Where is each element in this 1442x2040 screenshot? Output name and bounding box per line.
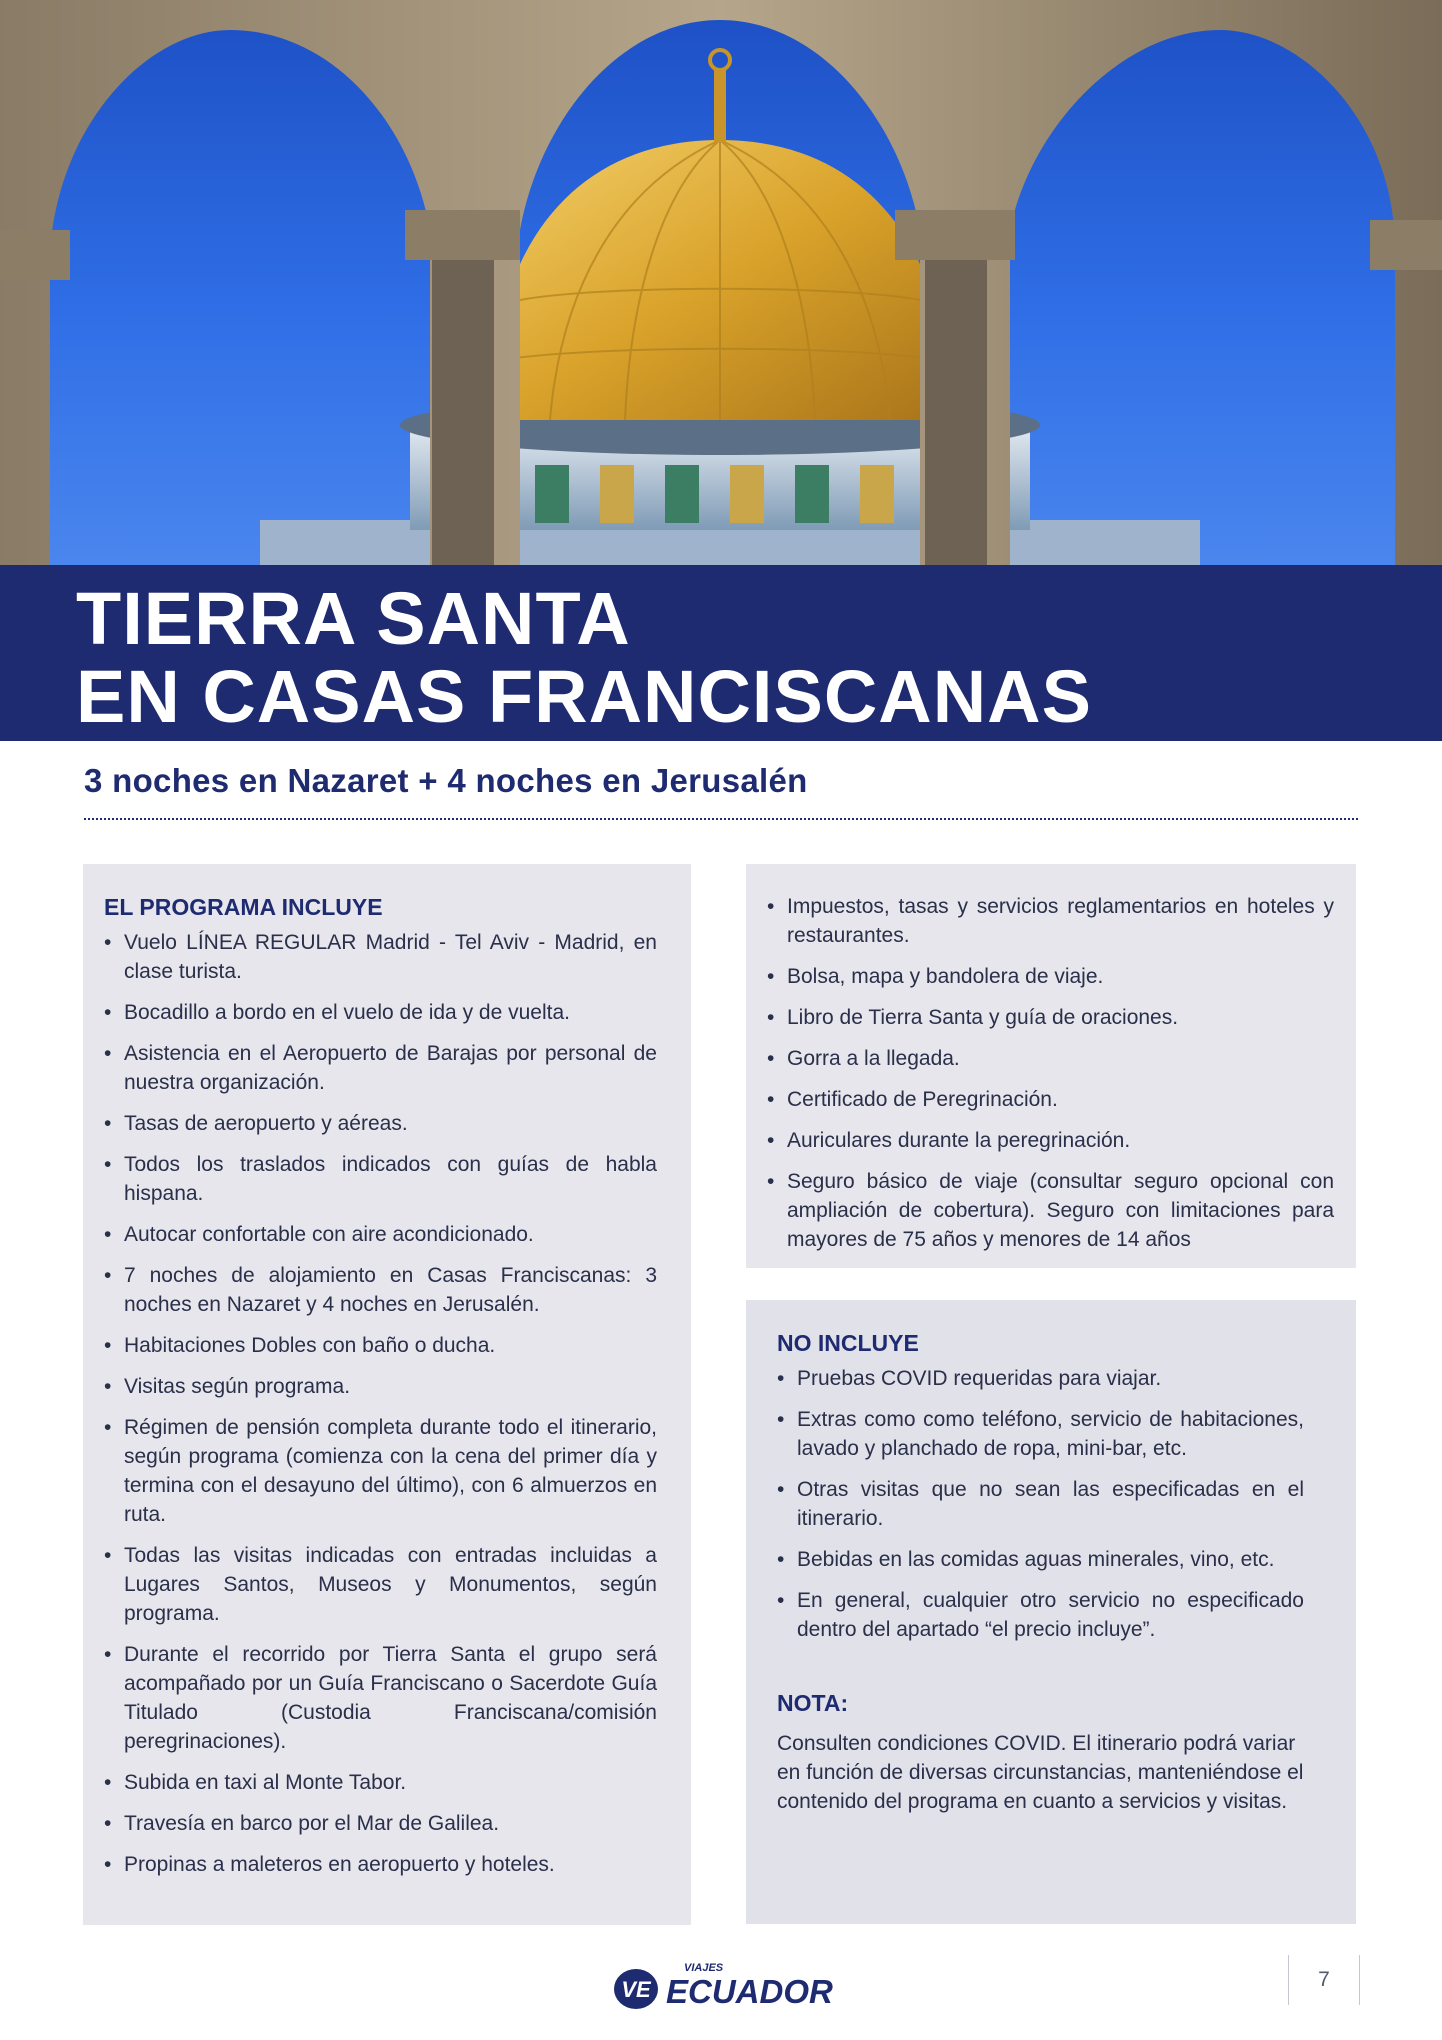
subtitle: 3 noches en Nazaret + 4 noches en Jerusalén — [84, 762, 808, 799]
incluye-item: • Autocar confortable con aire acondicionado. — [104, 1220, 657, 1249]
incluye-item: • Certificado de Peregrinación. — [767, 1085, 1334, 1114]
incluye-item: • Bolsa, mapa y bandolera de viaje. — [767, 962, 1334, 991]
incluye-item: • Libro de Tierra Santa y guía de oraciones. — [767, 1003, 1334, 1032]
incluye-continued-panel — [746, 864, 1356, 1268]
incluye-item: • 7 noches de alojamiento en Casas Franciscanas: 3 noches en Nazaret y 4 noches en Jerusalén. — [104, 1261, 657, 1319]
svg-text:ECUADOR: ECUADOR — [666, 1973, 833, 2010]
incluye-item: • Vuelo LÍNEA REGULAR Madrid - Tel Aviv - Madrid, en clase turista. — [104, 928, 657, 986]
no-incluye-item: • Bebidas en las comidas aguas minerales, vino, etc. — [777, 1545, 1304, 1574]
no-incluye-list — [777, 1364, 1304, 1644]
dome-of-the-rock-illustration — [0, 0, 1442, 565]
svg-text:VE: VE — [621, 1977, 651, 2002]
nota-text: Consulten condiciones COVID. El itinerario podrá variar en función de diversas circunstancias, manteniéndose el contenido del programa en cuanto a servicios y visitas. — [777, 1732, 1304, 1813]
incluye-item: • Auriculares durante la peregrinación. — [767, 1126, 1334, 1155]
incluye-heading: EL PROGRAMA INCLUYE — [104, 894, 383, 920]
incluye-item: • Habitaciones Dobles con baño o ducha. — [104, 1331, 657, 1360]
incluye-continued-list — [767, 892, 1334, 1254]
incluye-item: • Bocadillo a bordo en el vuelo de ida y de vuelta. — [104, 998, 657, 1027]
hero-photo — [0, 0, 1442, 565]
incluye-item: • Todas las visitas indicadas con entradas incluidas a Lugares Santos, Museos y Monumentos, según programa. — [104, 1541, 657, 1628]
incluye-item: • Todos los traslados indicados con guías de habla hispana. — [104, 1150, 657, 1208]
svg-text:VIAJES: VIAJES — [684, 1962, 724, 1974]
title-line-1: TIERRA SANTA — [76, 577, 631, 660]
page-title — [76, 577, 1092, 738]
incluye-item: • Gorra a la llegada. — [767, 1044, 1334, 1073]
no-incluye-item: • Otras visitas que no sean las especificadas en el itinerario. — [777, 1475, 1304, 1533]
nota-heading: NOTA: — [777, 1690, 849, 1716]
no-incluye-panel — [746, 1300, 1356, 1924]
incluye-item: • Subida en taxi al Monte Tabor. — [104, 1768, 657, 1797]
page-number: 7 — [1288, 1955, 1360, 2005]
title-line-2: EN CASAS FRANCISCANAS — [76, 655, 1092, 738]
no-incluye-heading: NO INCLUYE — [777, 1330, 919, 1356]
incluye-item: • Travesía en barco por el Mar de Galilea. — [104, 1809, 657, 1838]
ve-logo-mark — [612, 1957, 834, 2013]
incluye-panel — [83, 864, 691, 1925]
incluye-item: • Impuestos, tasas y servicios reglamentarios en hoteles y restaurantes. — [767, 892, 1334, 950]
incluye-item: • Durante el recorrido por Tierra Santa el grupo será acompañado por un Guía Franciscano o Sacerdote Guía Titulado (Custodia Franciscana/comisión peregrinaciones). — [104, 1640, 657, 1756]
incluye-item: • Visitas según programa. — [104, 1372, 657, 1401]
incluye-item: • Seguro básico de viaje (consultar seguro opcional con ampliación de cobertura). Seguro con limitaciones para mayores de 75 años y menores de 14 años — [767, 1167, 1334, 1254]
incluye-list — [104, 928, 657, 1879]
no-incluye-item: • Extras como como teléfono, servicio de habitaciones, lavado y planchado de ropa, mini-bar, etc. — [777, 1405, 1304, 1463]
viajes-ecuador-logo — [612, 1957, 834, 2013]
dotted-divider — [84, 818, 1358, 820]
incluye-item: • Asistencia en el Aeropuerto de Barajas por personal de nuestra organización. — [104, 1039, 657, 1097]
no-incluye-item: • Pruebas COVID requeridas para viajar. — [777, 1364, 1304, 1393]
incluye-item: • Propinas a maleteros en aeropuerto y hoteles. — [104, 1850, 657, 1879]
incluye-item: • Régimen de pensión completa durante todo el itinerario, según programa (comienza con la cena del primer día y termina con el desayuno del último), con 6 almuerzos en ruta. — [104, 1413, 657, 1529]
no-incluye-item: • En general, cualquier otro servicio no especificado dentro del apartado “el precio incluye”. — [777, 1586, 1304, 1644]
incluye-item: • Tasas de aeropuerto y aéreas. — [104, 1109, 657, 1138]
